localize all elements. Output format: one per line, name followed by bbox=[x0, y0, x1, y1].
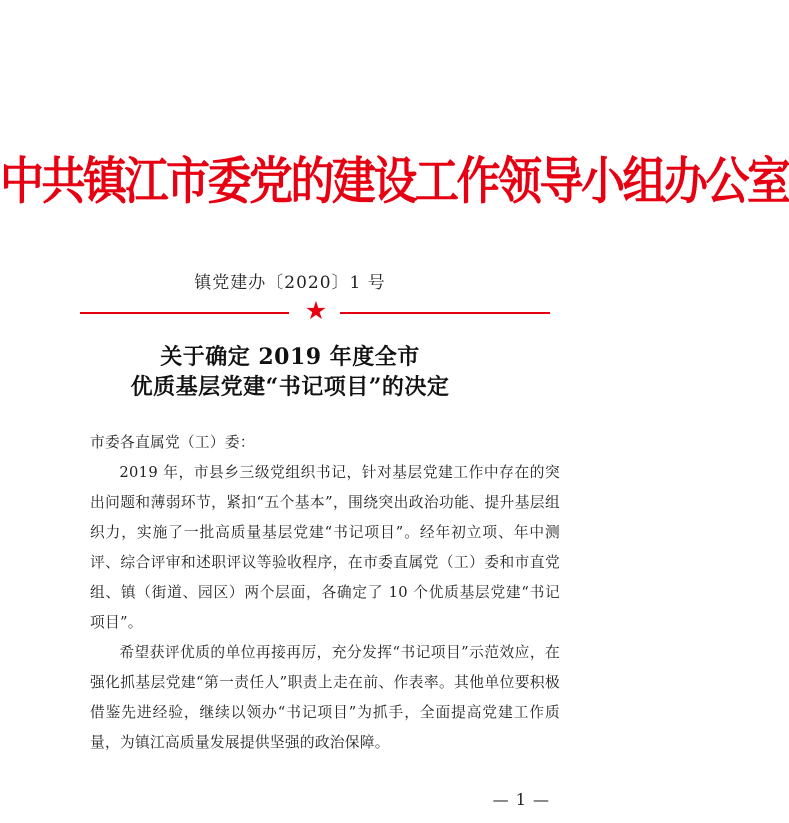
salutation: 市委各直属党（工）委： bbox=[90, 434, 255, 451]
star-icon: ★ bbox=[304, 296, 328, 325]
page-number: — 1 — bbox=[492, 790, 550, 809]
document-title-line-2: 优质基层党建“书记项目”的决定 bbox=[130, 374, 450, 400]
body-paragraph-2: 希望获评优质的单位再接再厉，充分发挥“书记项目”示范效应，在强化抓基层党建“第一责任人”职责上走在前、作表率。其他单位要积极借鉴先进经验，继续以领办“书记项目”为抓手，全面提高党建工作质量，为镇江高质量发展提供坚强的政治保障。 bbox=[90, 644, 560, 751]
red-divider-left bbox=[80, 312, 289, 314]
red-divider-right bbox=[340, 312, 550, 314]
document-number: 镇党建办〔2020〕1 号 bbox=[194, 273, 386, 293]
issuer-heading: 中共镇江市委党的建设工作领导小组办公室 bbox=[0, 152, 789, 212]
body-paragraph-1: 2019 年，市县乡三级党组织书记，针对基层党建工作中存在的突出问题和薄弱环节，紧扣“五个基本”，围绕突出政治功能、提升基层组织力，实施了一批高质量基层党建“书记项目”。经年初立项、年中测评、综合评审和述职评议等验收程序，在市委直属党（工）委和市直党组、镇（街道、园区）两个层面，各确定了 10 个优质基层党建“书记项目”。 bbox=[90, 464, 560, 631]
document-title-line-1: 关于确定 2019 年度全市 bbox=[160, 344, 420, 370]
